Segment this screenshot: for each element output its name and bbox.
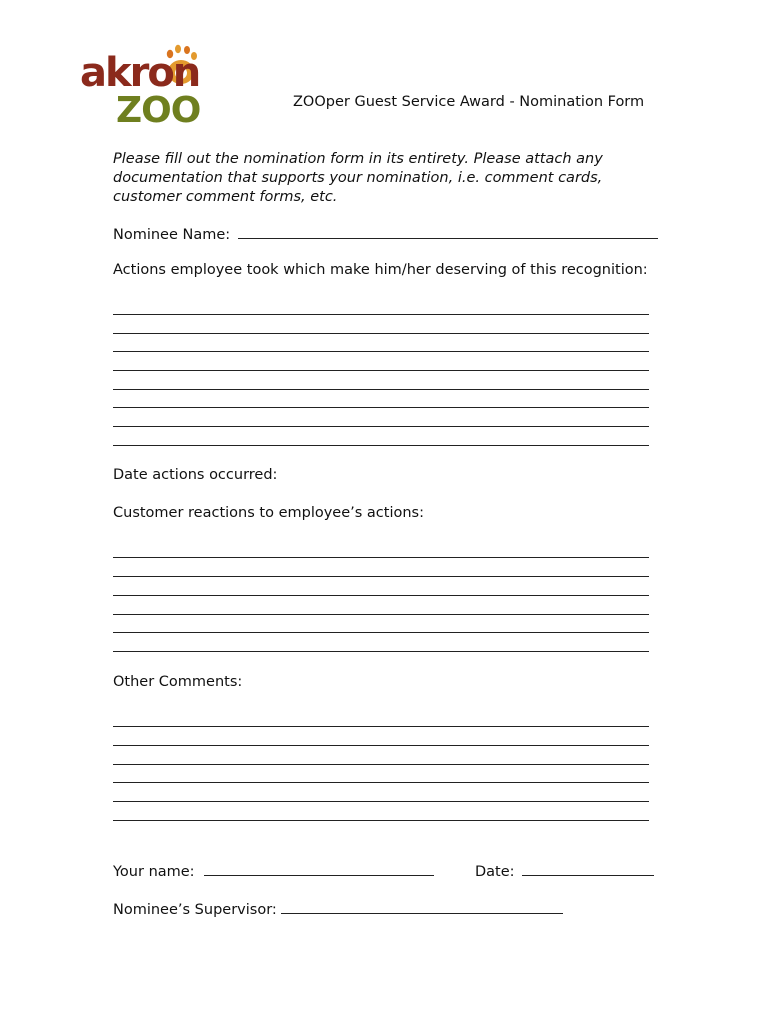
actions-answer-line[interactable] (113, 389, 649, 390)
supervisor-field[interactable] (281, 899, 563, 914)
customer-reactions-answer-line[interactable] (113, 576, 649, 577)
form-instructions: Please fill out the nomination form in its entirety. Please attach any documentation that supports your nomination, i.e. comment cards, customer comment forms, etc. (113, 151, 603, 205)
akron-zoo-logo-graphic (78, 42, 218, 130)
other-comments-answer-line[interactable] (113, 782, 649, 783)
other-comments-answer-line[interactable] (113, 726, 649, 727)
nominee-name-row (113, 224, 658, 243)
actions-answer-line[interactable] (113, 370, 649, 371)
actions-answer-line[interactable] (113, 407, 649, 408)
date-field[interactable] (522, 861, 654, 876)
actions-label: Actions employee took which make him/her deserving of this recognition: (113, 262, 648, 278)
nominee-name-field[interactable] (238, 224, 658, 239)
actions-answer-line[interactable] (113, 351, 649, 352)
customer-reactions-answer-line[interactable] (113, 651, 649, 652)
customer-reactions-answer-line[interactable] (113, 595, 649, 596)
date-row (475, 861, 654, 880)
your-name-field[interactable] (204, 861, 434, 876)
logo-akron-text: akron (80, 50, 200, 96)
customer-reactions-label: Customer reactions to employee’s actions: (113, 505, 424, 521)
akron-zoo-logo (78, 42, 218, 130)
date-actions-label: Date actions occurred: (113, 467, 278, 483)
your-name-row (113, 861, 434, 880)
other-comments-answer-line[interactable] (113, 801, 649, 802)
other-comments-answer-line[interactable] (113, 745, 649, 746)
other-comments-answer-line[interactable] (113, 764, 649, 765)
actions-answer-line[interactable] (113, 333, 649, 334)
actions-answer-line[interactable] (113, 426, 649, 427)
supervisor-row (113, 899, 563, 918)
actions-answer-line[interactable] (113, 314, 649, 315)
form-title: ZOOper Guest Service Award - Nomination Form (293, 94, 645, 110)
customer-reactions-answer-line[interactable] (113, 557, 649, 558)
supervisor-label: Nominee’s Supervisor: (113, 902, 277, 918)
other-comments-label: Other Comments: (113, 674, 243, 690)
date-label: Date: (475, 864, 515, 880)
logo-zoo-text: ZOO (116, 90, 201, 130)
your-name-label: Your name: (113, 864, 195, 880)
nominee-name-label: Nominee Name: (113, 227, 231, 243)
customer-reactions-answer-line[interactable] (113, 614, 649, 615)
other-comments-answer-line[interactable] (113, 820, 649, 821)
customer-reactions-answer-line[interactable] (113, 632, 649, 633)
actions-answer-line[interactable] (113, 445, 649, 446)
